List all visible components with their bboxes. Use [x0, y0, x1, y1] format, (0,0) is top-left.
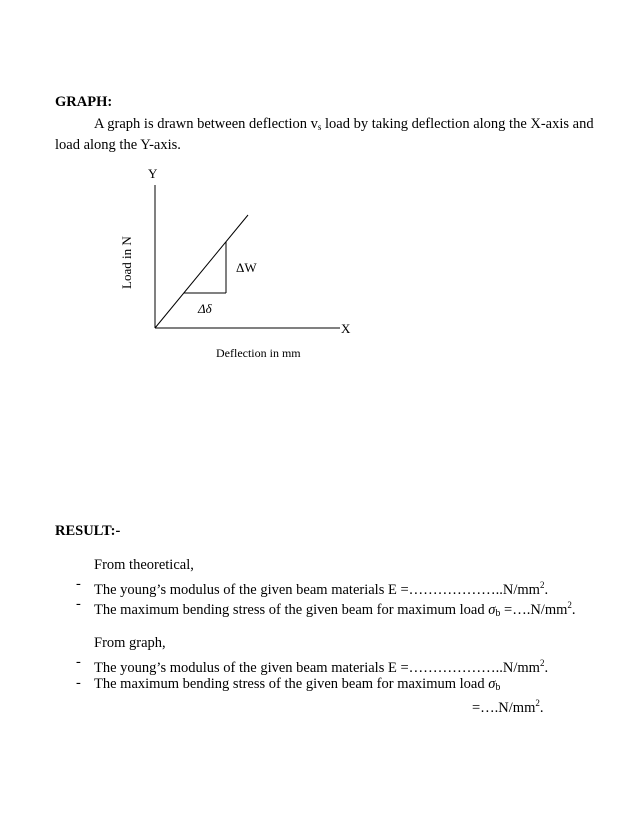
youngs-text: The young’s modulus of the given beam materials E =………………..N/mm: [94, 660, 540, 676]
graph-heading: GRAPH:: [55, 94, 113, 110]
sigma-symbol: σ: [488, 676, 496, 692]
stress-value: =….N/mm: [500, 602, 568, 618]
x-axis-title: Deflection in mm: [216, 346, 301, 360]
description-text-b: load by taking deflection along the X-axis and: [321, 116, 594, 132]
delta-delta-label: Δδ: [198, 301, 212, 316]
youngs-end: .: [544, 660, 549, 676]
graph-intro: From graph,: [94, 635, 166, 651]
y-axis-letter: Y: [148, 166, 158, 181]
bullet-dash: -: [76, 576, 81, 592]
stress-superscript: 2: [567, 600, 572, 610]
delta-w-label: ΔW: [236, 260, 257, 275]
result-heading: RESULT:-: [55, 523, 121, 539]
y-axis-title: Load in N: [119, 236, 134, 289]
graph-bending-stress-continued: [472, 694, 544, 718]
bullet-dash: -: [76, 654, 81, 670]
theoretical-intro: From theoretical,: [94, 557, 194, 573]
youngs-superscript: 2: [539, 658, 545, 668]
sigma-subscript: b: [495, 608, 501, 619]
stress-superscript: 2: [535, 698, 540, 708]
bullet-dash: -: [76, 596, 81, 612]
description-subscript: s: [317, 122, 322, 132]
stress-value: =….N/mm: [472, 700, 536, 716]
x-axis-letter: X: [341, 321, 351, 336]
sigma-symbol: σ: [488, 602, 496, 618]
bullet-dash: -: [76, 675, 81, 691]
stress-text: The maximum bending stress of the given beam for maximum load: [94, 676, 489, 692]
sigma-subscript: b: [495, 682, 501, 693]
description-text-a: A graph is drawn between deflection v: [94, 116, 318, 132]
theory-bending-stress: [94, 596, 576, 623]
load-deflection-diagram: [0, 0, 638, 400]
graph-description-line2: load along the Y-axis.: [55, 137, 181, 153]
youngs-superscript: 2: [539, 580, 545, 590]
stress-end: .: [571, 602, 576, 618]
stress-text: The maximum bending stress of the given beam for maximum load: [94, 602, 489, 618]
youngs-end: .: [544, 582, 549, 598]
graph-bending-stress: [94, 675, 500, 697]
stress-end: .: [539, 700, 544, 716]
youngs-text: The young’s modulus of the given beam materials E =………………..N/mm: [94, 582, 540, 598]
